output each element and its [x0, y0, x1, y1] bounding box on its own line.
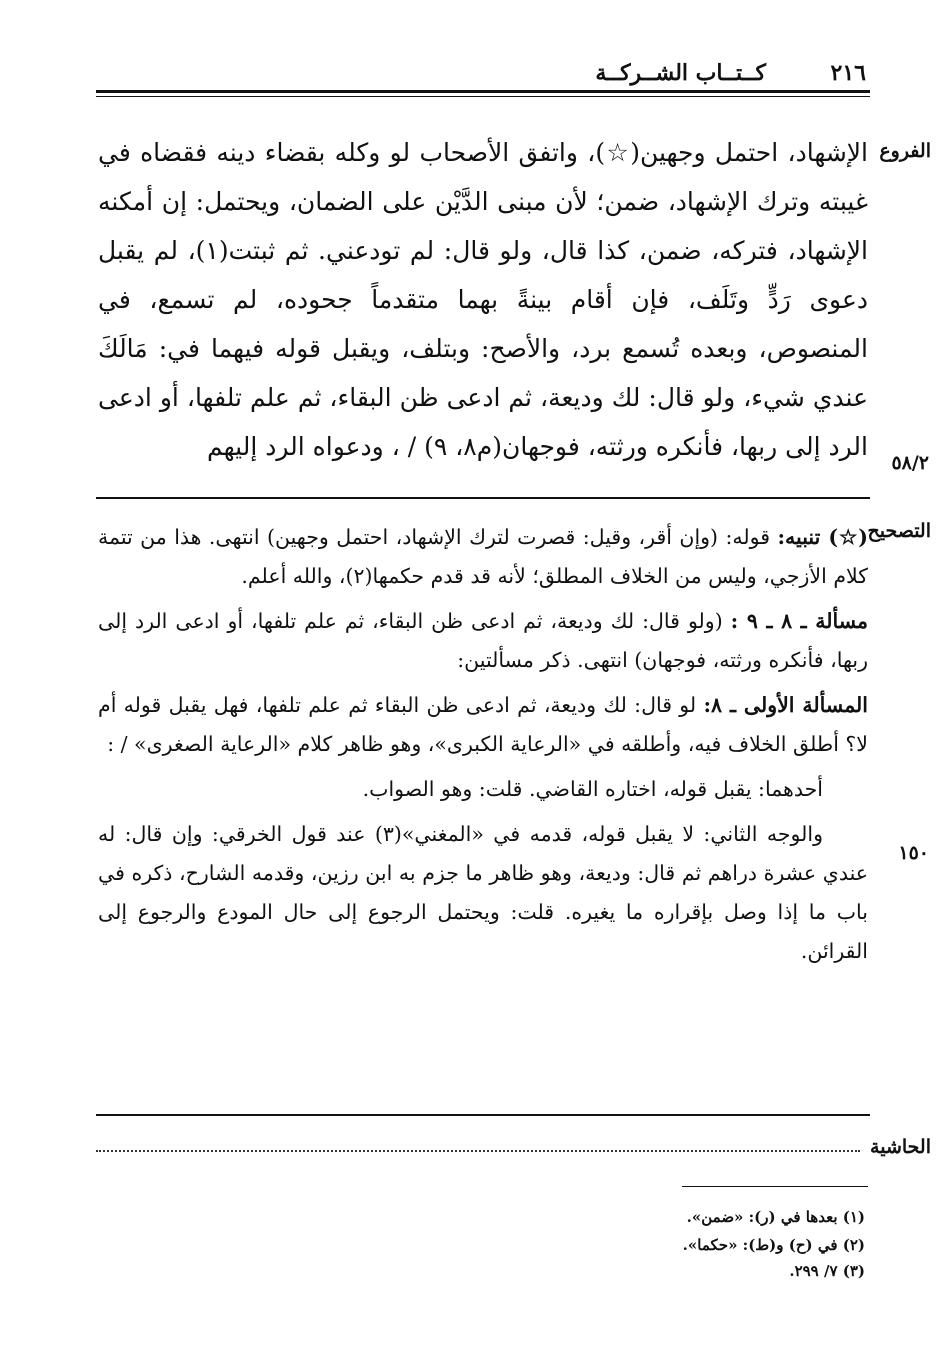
running-title: كــتــاب الشــركــة	[595, 60, 766, 86]
header-rule-thin	[96, 96, 870, 97]
note-paragraph-3	[98, 686, 868, 764]
footnote-3: (٣) ٧/ ٢٩٩.	[789, 1262, 865, 1280]
header-rule-thick	[96, 90, 870, 93]
hashiya-dotted-line	[96, 1150, 860, 1152]
note-heading-masala: مسألة ـ ٨ ـ ٩ :	[730, 609, 869, 633]
note-heading-first-issue: المسألة الأولى ـ ٨:	[703, 693, 868, 717]
note-body-1: قوله: (وإن أقر، وقيل: قصرت لترك الإشهاد، احتمل وجهين) انتهى. هذا من تتمة كلام الأزجي، وليس من الخلاف المطلق؛ لأنه قد قدم حكمها(٢)، والله أعلم.	[98, 525, 868, 588]
section-label-hashiya: الحاشية	[870, 1136, 931, 1158]
page-number: ٢١٦	[830, 60, 866, 86]
margin-reference-2: ١٥٠	[898, 842, 929, 864]
note-body-2: (ولو قال: لك وديعة، ثم ادعى ظن البقاء، ثم علم تلفها، أو ادعى الرد إلى ربها، فأنكره ورثته، فوجهان) انتهى. ذكر مسألتين:	[98, 609, 868, 672]
footnote-1: (١) بعدها في (ر): «ضمن».	[686, 1208, 865, 1226]
footnote-rule	[682, 1186, 868, 1187]
page-header	[96, 60, 866, 88]
main-paragraph: الإشهاد، احتمل وجهين(☆)، واتفق الأصحاب لو وكله بقضاء دينه فقضاه في غيبته وترك الإشهاد، ضمن؛ لأن مبنى الدَّيْن على الضمان، ويحتمل: إن أمكنه الإشهاد، فتركه، ضمن، كذا قال، ولو قال: لم تودعني. ثم ثبتت(١)، لم يقبل دعوى رَدٍّ وتَلَف، فإن أقام بينةً بهما متقدماً جحوده، لم تسمع، في المنصوص، وبعده تُسمع برد، والأصح: وبتلف، ويقبل قوله فيهما في: مَالَكَ عندي شيء، ولو قال: لك وديعة، ثم ادعى ظن البقاء، ثم علم تلفها، أو ادعى الرد إلى ربها، فأنكره ورثته، فوجهان(م٨، ٩) / ، ودعواه الرد إليهم	[98, 138, 868, 461]
tashih-text-block	[98, 518, 868, 977]
note-body-3: لو قال: لك وديعة، ثم ادعى ظن البقاء ثم علم تلفها، فهل يقبل قوله أم لا؟ أطلق الخلاف فيه، وأطلقه في «الرعاية الكبرى»، وهو ظاهر كلام «الرعاية الصغرى» / :	[98, 693, 868, 756]
note-heading-tanbih: (☆) تنبيه:	[777, 525, 868, 549]
margin-reference-1: ٥٨/٢	[891, 452, 929, 474]
section-label-tashih: التصحيح	[867, 520, 931, 542]
note-paragraph-5: والوجه الثاني: لا يقبل قوله، قدمه في «المغني»(٣) عند قول الخرقي: وإن قال: له عندي عشرة دراهم ثم قال: وديعة، وهو ظاهر ما جزم به ابن رزين، وقدمه الشارح، ذكره في باب ما إذا وصل بإقراره ما يغيره. قلت: ويحتمل الرجوع إلى حال المودع والرجوع إلى القرائن.	[98, 822, 868, 963]
section-divider-2	[96, 1114, 870, 1116]
section-label-furu: الفروع	[879, 140, 931, 162]
note-paragraph-4: أحدهما: يقبل قوله، اختاره القاضي. قلت: وهو الصواب.	[362, 777, 823, 801]
section-divider-1	[96, 497, 870, 499]
note-paragraph-2	[98, 602, 868, 680]
footnote-2: (٢) في (ح) و(ط): «حكما».	[682, 1236, 865, 1254]
main-text-block	[98, 128, 868, 471]
note-paragraph-1	[98, 518, 868, 596]
